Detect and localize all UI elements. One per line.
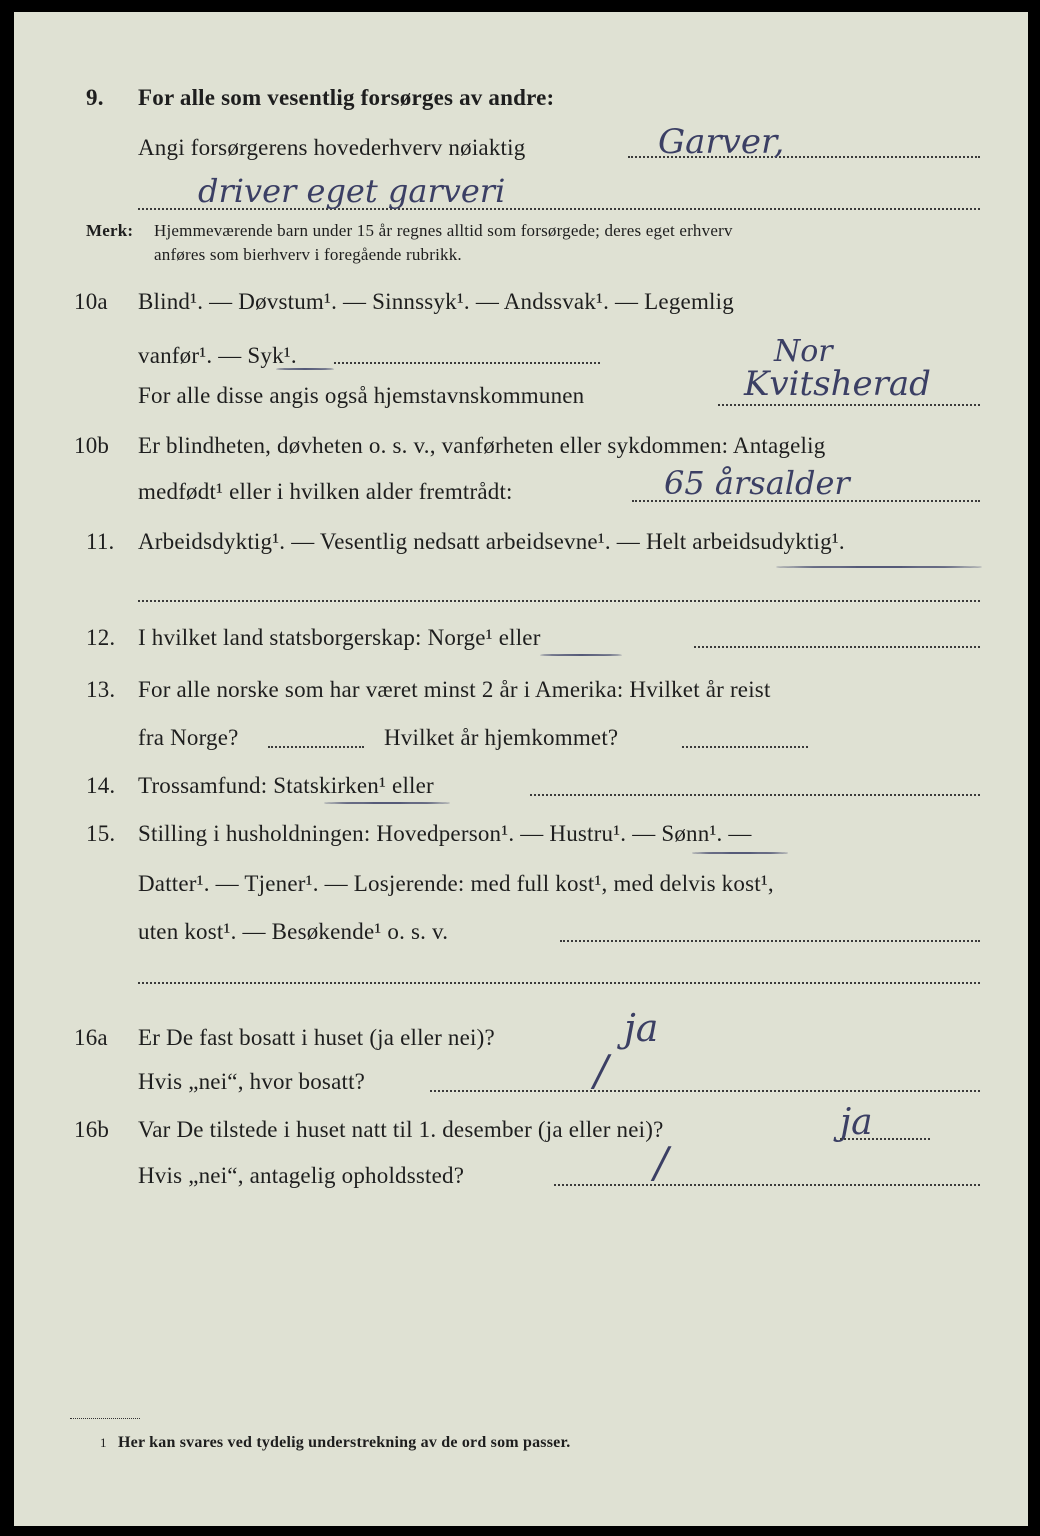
q10a-answer: Kvitsherad bbox=[744, 364, 931, 404]
q10b-number: 10b bbox=[74, 433, 110, 458]
footnote-mark: 1 bbox=[100, 1435, 107, 1450]
census-form-page bbox=[14, 12, 1028, 1526]
q14-number: 14. bbox=[86, 773, 116, 798]
q13-line2b: Hvilket år hjemkommet? bbox=[384, 725, 619, 750]
q15-hustru-underline bbox=[692, 852, 788, 854]
q10a-line3: For alle disse angis også hjemstavnskommunen bbox=[138, 383, 585, 408]
q16b-answer-line2 bbox=[554, 1184, 980, 1186]
q9-line2: Angi forsørgerens hovederhverv nøiaktig bbox=[138, 135, 526, 160]
q16a-answer2: / bbox=[594, 1046, 609, 1095]
q12-norge-underline bbox=[540, 654, 622, 656]
q16b-answer-line1 bbox=[840, 1138, 930, 1140]
q12-number: 12. bbox=[86, 625, 116, 650]
merk-line1: Hjemmeværende barn under 15 år regnes alltid som forsørgede; deres eget erhverv bbox=[154, 221, 733, 240]
q16b-line1: Var De tilstede i huset natt til 1. desember (ja eller nei)? bbox=[138, 1117, 664, 1142]
q13-line2a: fra Norge? bbox=[138, 725, 239, 750]
q11-line1: Arbeidsdyktig¹. — Vesentlig nedsatt arbeidsevne¹. — Helt arbeidsudyktig¹. bbox=[138, 529, 845, 554]
q15-answer-line2 bbox=[138, 982, 980, 984]
q16b-line2: Hvis „nei“, antagelig opholdssted? bbox=[138, 1163, 465, 1188]
q16a-number: 16a bbox=[74, 1025, 108, 1050]
q16b-number: 16b bbox=[74, 1117, 110, 1142]
q13-answer-line2 bbox=[682, 746, 808, 748]
q13-number: 13. bbox=[86, 677, 116, 702]
q10a-answer-top: Nor bbox=[774, 334, 833, 369]
q15-answer-line1 bbox=[560, 940, 980, 942]
q11-answer-line bbox=[138, 600, 980, 602]
q10a-line2: vanfør¹. — Syk¹. bbox=[138, 343, 297, 368]
q10a-number: 10a bbox=[74, 289, 108, 314]
q12-line1: I hvilket land statsborgerskap: Norge¹ eller bbox=[138, 625, 541, 650]
q12-answer-line bbox=[694, 646, 980, 648]
q14-underline bbox=[324, 802, 450, 804]
q16a-line2: Hvis „nei“, hvor bosatt? bbox=[138, 1069, 366, 1094]
q9-number: 9. bbox=[86, 85, 104, 110]
q9-answer1: Garver, bbox=[658, 122, 785, 162]
q9-answer2: driver eget garveri bbox=[198, 172, 506, 210]
footnote-rule bbox=[70, 1418, 140, 1419]
merk-line2: anføres som bierhverv i foregående rubrikk. bbox=[154, 245, 462, 264]
q13-line1: For alle norske som har været minst 2 år i Amerika: Hvilket år reist bbox=[138, 677, 771, 702]
q11-underline bbox=[776, 566, 982, 568]
q13-answer-line1 bbox=[268, 746, 364, 748]
q10a-answer-line2 bbox=[718, 404, 980, 406]
q16a-line1: Er De fast bosatt i huset (ja eller nei)? bbox=[138, 1025, 495, 1050]
q10b-line2: medfødt¹ eller i hvilken alder fremtrådt: bbox=[138, 479, 513, 504]
q16b-answer: ja bbox=[840, 1102, 873, 1143]
q15-line2: Datter¹. — Tjener¹. — Losjerende: med full kost¹, med delvis kost¹, bbox=[138, 871, 774, 896]
q10b-answer: 65 årsalder bbox=[664, 464, 850, 502]
q10a-line1: Blind¹. — Døvstum¹. — Sinnssyk¹. — Andssvak¹. — Legemlig bbox=[138, 289, 734, 314]
merk-label: Merk: bbox=[86, 221, 134, 240]
q10a-answer-line1 bbox=[334, 362, 600, 364]
q14-answer-line bbox=[530, 794, 980, 796]
q16a-answer-line bbox=[430, 1090, 980, 1092]
q16a-answer: ja bbox=[624, 1006, 659, 1050]
q10b-line1: Er blindheten, døvheten o. s. v., vanførheten eller sykdommen: Antagelig bbox=[138, 433, 826, 458]
q15-line3: uten kost¹. — Besøkende¹ o. s. v. bbox=[138, 919, 449, 944]
q11-number: 11. bbox=[86, 529, 115, 554]
q9-line1: For alle som vesentlig forsørges av andre: bbox=[138, 85, 555, 110]
footnote-text: Her kan svares ved tydelig understrekning av de ord som passer. bbox=[118, 1434, 571, 1451]
q15-line1: Stilling i husholdningen: Hovedperson¹. — Hustru¹. — Sønn¹. — bbox=[138, 821, 752, 846]
q10a-syk-underline bbox=[276, 368, 334, 370]
q15-number: 15. bbox=[86, 821, 116, 846]
q16b-answer2: / bbox=[654, 1138, 669, 1187]
q14-line1: Trossamfund: Statskirken¹ eller bbox=[138, 773, 434, 798]
